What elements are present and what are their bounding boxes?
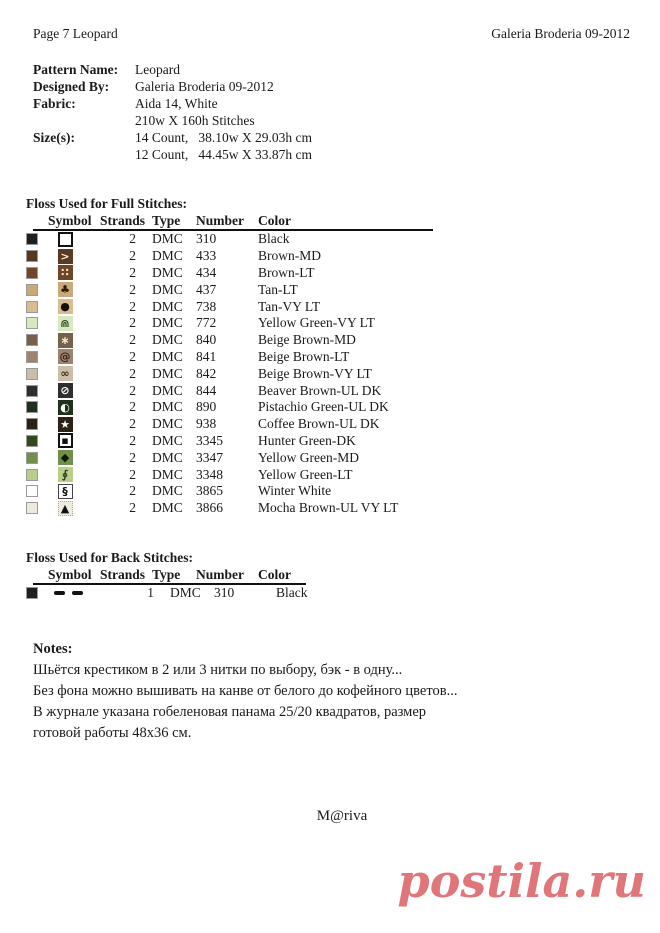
- cell-strands: 2: [129, 332, 136, 348]
- table-row: [26, 332, 446, 349]
- cell-color-name: Coffee Brown-UL DK: [258, 416, 380, 432]
- cell-type: DMC: [170, 585, 201, 601]
- cell-color-name: Beige Brown-VY LT: [258, 365, 372, 381]
- back-stitches-table: [26, 550, 446, 602]
- cell-type: DMC: [152, 348, 183, 364]
- page-header-left: Page 7 Leopard: [33, 26, 118, 41]
- cell-color-name: Pistachio Green-UL DK: [258, 399, 389, 415]
- cell-strands: 2: [129, 365, 136, 381]
- table-row: [26, 365, 446, 382]
- cell-strands: 2: [129, 483, 136, 499]
- table-row: [26, 281, 446, 298]
- cell-type: DMC: [152, 432, 183, 448]
- pattern-info-value: 12 Count, 44.45w X 33.87h cm: [135, 147, 312, 162]
- cell-type: DMC: [152, 248, 183, 264]
- column-header-number: Number: [196, 567, 244, 582]
- notes-block: [33, 639, 457, 744]
- cell-color-name: Hunter Green-DK: [258, 432, 356, 448]
- column-header-strands: Strands: [100, 213, 146, 228]
- stitch-symbol-icon: ◆: [58, 450, 73, 465]
- cell-number: 738: [196, 298, 217, 314]
- cell-strands: 2: [129, 231, 136, 247]
- cell-color-name: Mocha Brown-UL VY LT: [258, 500, 399, 516]
- cell-type: DMC: [152, 382, 183, 398]
- cell-type: DMC: [152, 466, 183, 482]
- pattern-info-value: Leopard: [135, 62, 180, 77]
- cell-strands: 2: [129, 248, 136, 264]
- cell-type: DMC: [152, 315, 183, 331]
- table-row: [26, 382, 446, 399]
- stitch-symbol-icon: ▲: [58, 501, 73, 516]
- stitch-symbol-icon: ♣: [58, 282, 73, 297]
- cell-strands: 2: [129, 264, 136, 280]
- full-stitches-title: Floss Used for Full Stitches:: [26, 196, 187, 211]
- floss-color-swatch: [26, 469, 38, 481]
- floss-color-swatch: [26, 284, 38, 296]
- table-row: [26, 315, 446, 332]
- floss-color-swatch: [26, 587, 38, 599]
- table-row: [26, 231, 446, 248]
- table-row: [26, 248, 446, 265]
- cell-strands: 2: [129, 348, 136, 364]
- cell-strands: 2: [129, 500, 136, 516]
- table-row: [26, 466, 446, 483]
- cell-number: 841: [196, 348, 217, 364]
- stitch-symbol-icon: >: [58, 249, 73, 264]
- cell-color-name: Brown-MD: [258, 248, 321, 264]
- backstitch-dash-icon: [54, 591, 65, 595]
- notes-line: Шьётся крестиком в 2 или 3 нитки по выбору, бэк - в одну...: [33, 662, 403, 678]
- cell-strands: 2: [129, 399, 136, 415]
- full-stitches-column-headers: [26, 212, 446, 229]
- floss-color-swatch: [26, 267, 38, 279]
- cell-strands: 2: [129, 432, 136, 448]
- cell-number: 3865: [196, 483, 223, 499]
- floss-color-swatch: [26, 317, 38, 329]
- cell-number: 844: [196, 382, 217, 398]
- postila-watermark: postila.ru: [397, 854, 646, 908]
- cell-strands: 1: [147, 585, 154, 601]
- pattern-info-label: Fabric:: [33, 96, 76, 111]
- cell-color-name: Beige Brown-LT: [258, 348, 350, 364]
- pattern-info-row: [33, 112, 312, 129]
- floss-color-swatch: [26, 250, 38, 262]
- cell-type: DMC: [152, 332, 183, 348]
- pattern-info-label: [33, 112, 135, 129]
- column-header-symbol: Symbol: [48, 567, 92, 582]
- cell-strands: 2: [129, 382, 136, 398]
- stitch-symbol-icon: ∗: [58, 333, 73, 348]
- table-row: [26, 585, 446, 602]
- cell-color-name: Yellow Green-VY LT: [258, 315, 375, 331]
- pattern-info-label: [33, 146, 135, 163]
- stitch-symbol-icon: ▪: [58, 433, 73, 448]
- cell-number: 437: [196, 281, 217, 297]
- backstitch-symbol: [52, 591, 96, 595]
- cell-type: DMC: [152, 416, 183, 432]
- cell-type: DMC: [152, 500, 183, 516]
- column-header-strands: Strands: [100, 567, 146, 582]
- cell-number: 938: [196, 416, 217, 432]
- notes-line: Без фона можно вышивать на канве от белого до кофейного цветов...: [33, 683, 458, 699]
- floss-color-swatch: [26, 301, 38, 313]
- pattern-info-value: Aida 14, White: [135, 96, 218, 111]
- author-credit: M@riva: [316, 808, 368, 824]
- table-row: [26, 500, 446, 517]
- stitch-symbol-icon: [58, 232, 73, 247]
- floss-color-swatch: [26, 368, 38, 380]
- stitch-symbol-icon: ⊘: [58, 383, 73, 398]
- cell-number: 310: [196, 231, 217, 247]
- cell-type: DMC: [152, 483, 183, 499]
- stitch-symbol-icon: ⋒: [58, 316, 73, 331]
- cell-number: 842: [196, 365, 217, 381]
- cell-type: DMC: [152, 298, 183, 314]
- back-stitches-title: Floss Used for Back Stitches:: [26, 550, 193, 565]
- stitch-symbol-icon: ◐: [58, 400, 73, 415]
- cell-number: 310: [214, 585, 235, 601]
- backstitch-dash-icon: [72, 591, 83, 595]
- cell-color-name: Beaver Brown-UL DK: [258, 382, 382, 398]
- cell-type: DMC: [152, 281, 183, 297]
- cell-color-name: Yellow Green-LT: [258, 466, 353, 482]
- cell-type: DMC: [152, 399, 183, 415]
- table-row: [26, 399, 446, 416]
- pattern-info-block: [33, 61, 312, 163]
- floss-color-swatch: [26, 385, 38, 397]
- notes-line: В журнале указана гобеленовая панама 25/20 квадратов, размер: [33, 704, 427, 720]
- cell-type: DMC: [152, 231, 183, 247]
- cell-number: 3348: [196, 466, 223, 482]
- cell-type: DMC: [152, 264, 183, 280]
- table-row: [26, 433, 446, 450]
- table-row: [26, 349, 446, 366]
- pattern-info-row: [33, 146, 312, 163]
- column-header-color: Color: [258, 213, 291, 228]
- cell-number: 434: [196, 264, 217, 280]
- cell-color-name: Yellow Green-MD: [258, 449, 359, 465]
- floss-color-swatch: [26, 334, 38, 346]
- cell-number: 840: [196, 332, 217, 348]
- floss-color-swatch: [26, 485, 38, 497]
- cell-strands: 2: [129, 298, 136, 314]
- cell-color-name: Tan-LT: [258, 281, 298, 297]
- column-header-type: Type: [152, 567, 181, 582]
- pattern-info-label: Size(s):: [33, 130, 75, 145]
- floss-color-swatch: [26, 452, 38, 464]
- table-row: [26, 483, 446, 500]
- full-stitches-table: [26, 196, 446, 517]
- pattern-info-row: [33, 95, 312, 112]
- cell-strands: 2: [129, 466, 136, 482]
- cell-number: 3347: [196, 449, 223, 465]
- cell-type: DMC: [152, 365, 183, 381]
- notes-line: готовой работы 48x36 см.: [33, 725, 192, 741]
- cell-strands: 2: [129, 449, 136, 465]
- cell-number: 772: [196, 315, 217, 331]
- cell-number: 3345: [196, 432, 223, 448]
- pattern-info-value: 210w X 160h Stitches: [135, 113, 255, 128]
- pattern-info-label: Designed By:: [33, 79, 110, 94]
- stitch-symbol-icon: §: [58, 484, 73, 499]
- column-header-type: Type: [152, 213, 181, 228]
- cell-type: DMC: [152, 449, 183, 465]
- pattern-info-row: [33, 78, 312, 95]
- floss-color-swatch: [26, 418, 38, 430]
- cell-color-name: Brown-LT: [258, 264, 315, 280]
- column-header-color: Color: [258, 567, 291, 582]
- stitch-symbol-icon: ∞: [58, 366, 73, 381]
- pattern-info-value: 14 Count, 38.10w X 29.03h cm: [135, 130, 312, 145]
- column-header-number: Number: [196, 213, 244, 228]
- notes-title: Notes:: [33, 641, 73, 657]
- page-header: [33, 26, 630, 42]
- floss-color-swatch: [26, 401, 38, 413]
- cell-strands: 2: [129, 281, 136, 297]
- stitch-symbol-icon: ∮: [58, 467, 73, 482]
- table-row: [26, 449, 446, 466]
- stitch-symbol-icon: ●: [58, 299, 73, 314]
- column-header-symbol: Symbol: [48, 213, 92, 228]
- cell-strands: 2: [129, 315, 136, 331]
- pattern-info-label: Pattern Name:: [33, 62, 119, 77]
- cell-color-name: Winter White: [258, 483, 332, 499]
- pattern-info-value: Galeria Broderia 09-2012: [135, 79, 274, 94]
- floss-color-swatch: [26, 351, 38, 363]
- pattern-info-row: [33, 129, 312, 146]
- cell-color-name: Black: [258, 231, 290, 247]
- cell-color-name: Beige Brown-MD: [258, 332, 356, 348]
- floss-color-swatch: [26, 435, 38, 447]
- floss-color-swatch: [26, 502, 38, 514]
- table-row: [26, 298, 446, 315]
- page-header-right: Galeria Broderia 09-2012: [491, 26, 630, 41]
- cell-number: 890: [196, 399, 217, 415]
- back-stitches-column-headers: [26, 566, 446, 583]
- cell-color-name: Black: [276, 585, 308, 601]
- cell-number: 3866: [196, 500, 223, 516]
- floss-color-swatch: [26, 233, 38, 245]
- stitch-symbol-icon: ★: [58, 417, 73, 432]
- stitch-symbol-icon: @: [59, 350, 71, 364]
- cell-number: 433: [196, 248, 217, 264]
- pattern-info-row: [33, 61, 312, 78]
- table-row: [26, 416, 446, 433]
- cell-strands: 2: [129, 416, 136, 432]
- cell-color-name: Tan-VY LT: [258, 298, 321, 314]
- stitch-symbol-icon: ∷: [58, 265, 73, 280]
- table-row: [26, 265, 446, 282]
